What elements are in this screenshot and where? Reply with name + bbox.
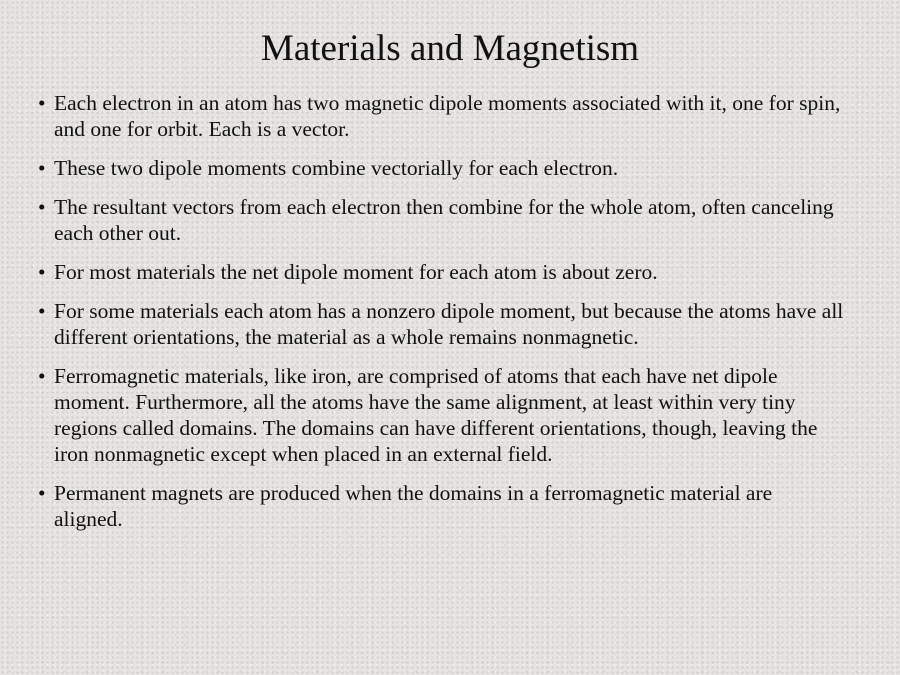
bullet-list <box>38 90 868 545</box>
bullet-item <box>38 155 868 181</box>
bullet-text: For most materials the net dipole moment for each atom is about zero. <box>54 260 658 284</box>
slide-title: Materials and Magnetism <box>260 28 640 69</box>
bullet-text: Ferromagnetic materials, like iron, are comprised of atoms that each have net dipole moment. Furthermore, all the atoms have the same alignment, at least within very tiny regions called domains. The domains can have different orientations, though, leaving the iron nonmagnetic except when placed in an external field. <box>54 364 818 466</box>
bullet-item <box>38 480 794 532</box>
bullet-icon: • <box>38 364 46 388</box>
bullet-icon: • <box>38 481 46 505</box>
bullet-item <box>38 90 844 142</box>
bullet-item <box>38 194 844 246</box>
bullet-item <box>38 298 849 350</box>
bullet-text: Permanent magnets are produced when the domains in a ferromagnetic material are aligned. <box>54 481 773 531</box>
bullet-icon: • <box>38 299 46 323</box>
bullet-text: For some materials each atom has a nonzero dipole moment, but because the atoms have all different orientations, the material as a whole remains nonmagnetic. <box>54 299 844 349</box>
bullet-icon: • <box>38 91 46 115</box>
bullet-icon: • <box>38 156 46 180</box>
bullet-item <box>38 363 849 467</box>
bullet-icon: • <box>38 195 46 219</box>
bullet-text: The resultant vectors from each electron then combine for the whole atom, often canceling each other out. <box>54 195 834 245</box>
bullet-text: Each electron in an atom has two magnetic dipole moments associated with it, one for spin, and one for orbit. Each is a vector. <box>54 91 841 141</box>
bullet-icon: • <box>38 260 46 284</box>
bullet-text: These two dipole moments combine vectorially for each electron. <box>54 156 619 180</box>
bullet-item <box>38 259 868 285</box>
